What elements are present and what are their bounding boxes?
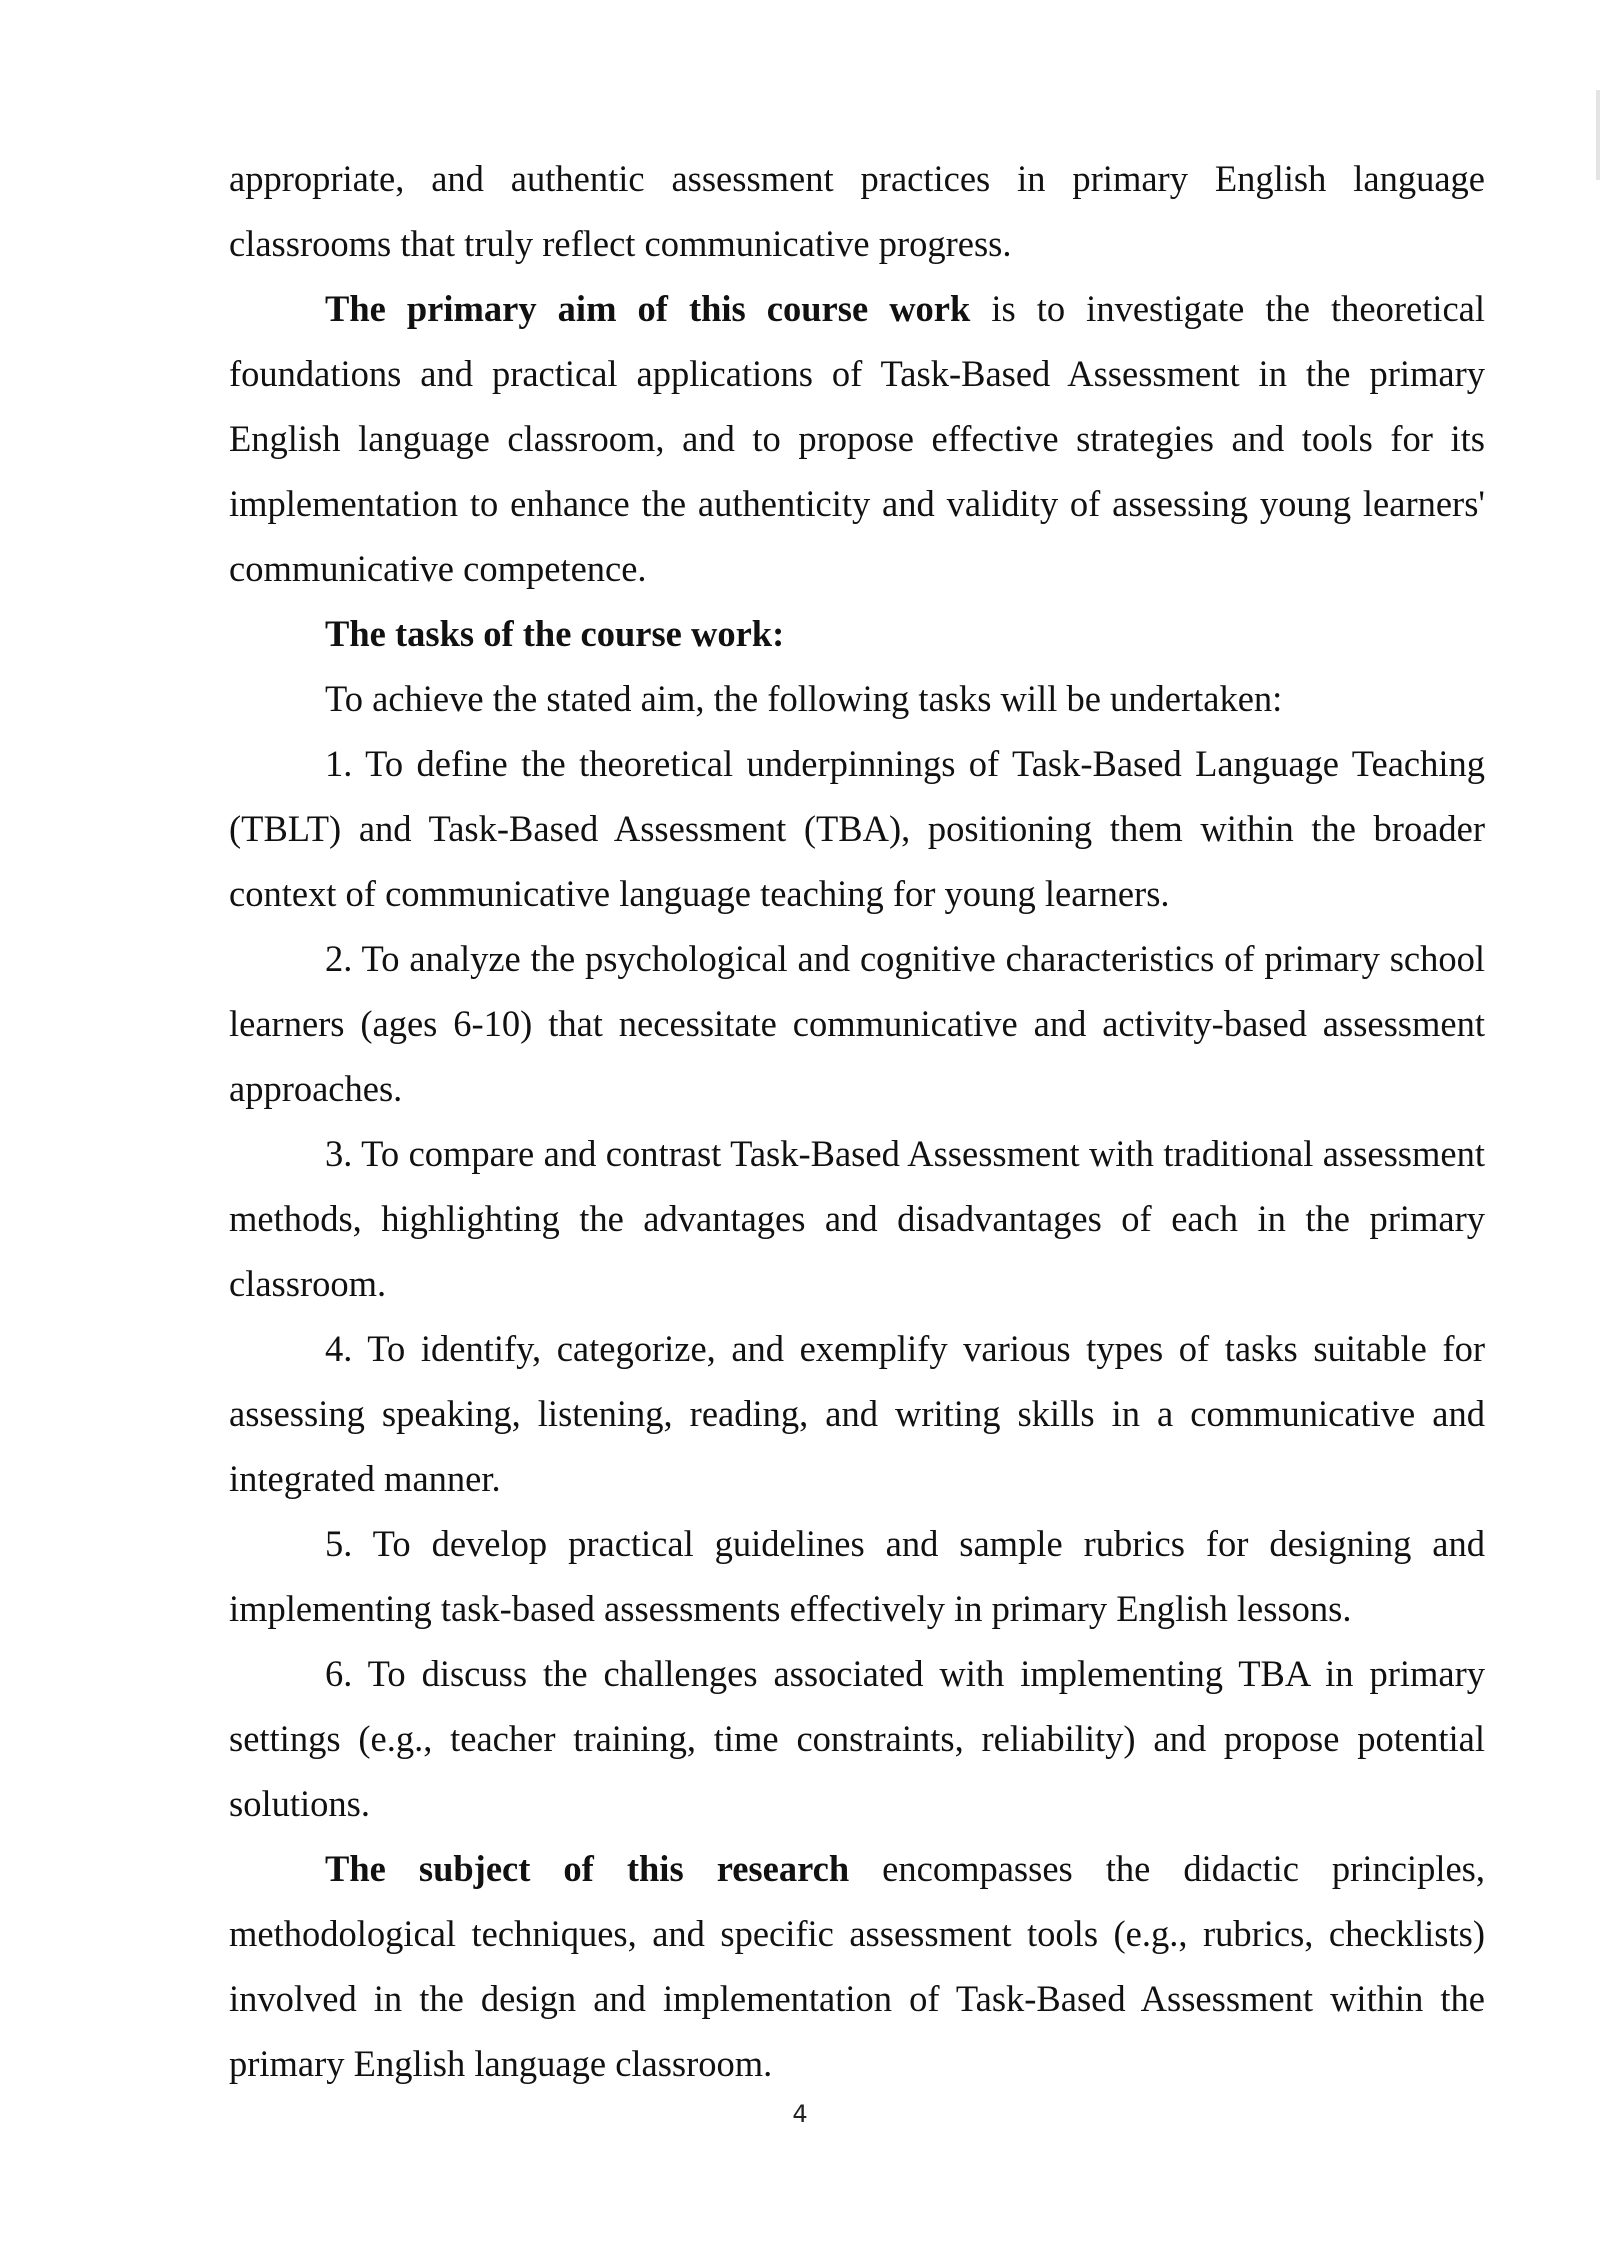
tasks-heading: [229, 601, 1485, 666]
body-text: [229, 146, 1485, 2096]
task-item-5: 5. To develop practical guidelines and sample rubrics for designing and implementing task-based assessments effectively in primary English lessons.: [229, 1523, 1485, 1629]
paragraph-aim: [229, 276, 1485, 601]
task-item-6: 6. To discuss the challenges associated with implementing TBA in primary settings (e.g., teacher training, time constraints, reliability) and propose potential solutions.: [229, 1653, 1485, 1824]
task-item-4: 4. To identify, categorize, and exemplify various types of tasks suitable for assessing speaking, listening, reading, and writing skills in a communicative and integrated manner.: [229, 1328, 1485, 1499]
paragraph-subject: [229, 1836, 1485, 2096]
paragraph-tasks-intro: To achieve the stated aim, the following tasks will be undertaken:: [325, 678, 1283, 719]
task-item-2: 2. To analyze the psychological and cognitive characteristics of primary school learners (ages 6-10) that necessitate communicative and activity-based assessment approaches.: [229, 938, 1485, 1109]
task-item-1: 1. To define the theoretical underpinnings of Task-Based Language Teaching (TBLT) and Task-Based Assessment (TBA), positioning them within the broader context of communicative language teaching for young learners.: [229, 743, 1485, 914]
subject-text: encompasses the didactic principles, methodological techniques, and specific assessment tools (e.g., rubrics, checklists) involved in the design and implementation of Task-Based Assessment within the primary English language classroom.: [229, 1848, 1485, 2084]
aim-lead: The primary aim of this course work: [325, 288, 971, 329]
tasks-heading-text: The tasks of the course work:: [325, 613, 785, 654]
paragraph-intro-continuation: appropriate, and authentic assessment practices in primary English language classrooms that truly reflect communicative progress.: [229, 158, 1485, 264]
page-edge-shadow: [1596, 90, 1600, 180]
task-item-3: 3. To compare and contrast Task-Based Assessment with traditional assessment methods, highlighting the advantages and disadvantages of each in the primary classroom.: [229, 1133, 1485, 1304]
aim-text: is to investigate the theoretical foundations and practical applications of Task-Based Assessment in the primary English language classroom, and to propose effective strategies and tools for its implementation to enhance the authenticity and validity of assessing young learners' communicative competence.: [229, 288, 1485, 589]
subject-lead: The subject of this research: [325, 1848, 850, 1889]
page-number: 4: [792, 2100, 808, 2128]
